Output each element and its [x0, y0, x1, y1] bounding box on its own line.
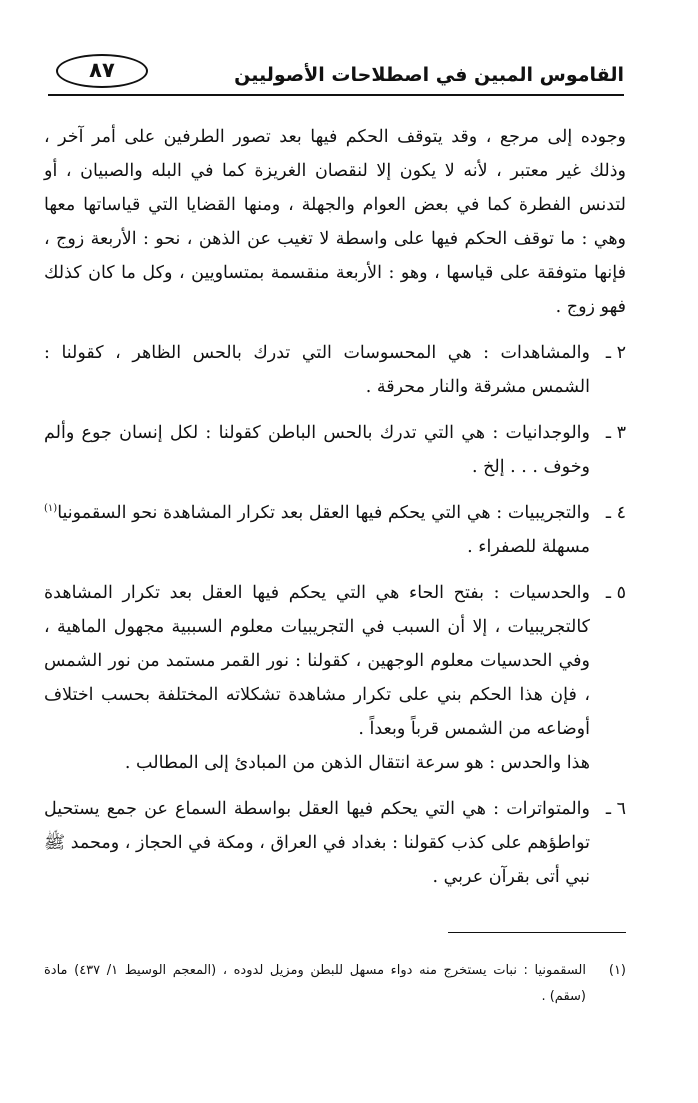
- header-rule: [48, 94, 624, 96]
- item-main-text: والحدسيات : بفتح الحاء هي التي يحكم فيها العقل بعد تكرار المشاهدة كالتجريبيات ، إلا أن السبب في التجريبيات معلوم السببية مجهول الماهية ، وفي الحدسيات معلوم الوجهين ، كقولنا : نور القمر مستمد من نور الشمس ، فإن هذا الحكم بني على تكرار مشاهدة تشكلاته المختلفة بحسب اختلاف أوضاعه من الشمس قرباً وبعداً .: [44, 583, 590, 739]
- item-note-line: هذا والحدس : هو سرعة انتقال الذهن من المبادئ إلى المطالب .: [124, 753, 590, 773]
- item-number: ٤ ـ: [605, 503, 626, 523]
- item-text-after: مسهلة للصفراء .: [467, 537, 590, 557]
- item-text: والوجدانيات : هي التي تدرك بالحس الباطن كقولنا : لكل إنسان جوع وألم وخوف . . . إلخ .: [44, 423, 590, 477]
- list-item-3: [44, 416, 626, 484]
- list-item-6: [44, 792, 626, 894]
- item-number: ٢ ـ: [605, 343, 626, 363]
- item-text: والمتواترات : هي التي يحكم فيها العقل بواسطة السماع عن جمع يستحيل تواطؤهم على كذب كقولنا : بغداد في العراق ، ومكة في الحجاز ، ومحمد ﷺ نبي أتى بقرآن عربي .: [44, 799, 590, 887]
- page-header: [48, 52, 624, 98]
- footnote: [44, 958, 626, 1010]
- list-item-4: [44, 496, 626, 564]
- running-title: القاموس المبين في اصطلاحات الأصوليين: [234, 64, 624, 86]
- item-text: والمشاهدات : هي المحسوسات التي تدرك بالحس الظاهر ، كقولنا : الشمس مشرقة والنار محرقة .: [44, 343, 590, 397]
- item-text-before: والتجريبيات : هي التي يحكم فيها العقل بعد تكرار المشاهدة نحو السقمونيا: [57, 503, 590, 523]
- continuation-paragraph: وجوده إلى مرجع ، وقد يتوقف الحكم فيها بعد تصور الطرفين على أمر آخر ، وذلك غير معتبر ، لأنه لا يكون إلا لنقصان الغريزة كما في البله والصبيان ، أو لتدنس الفطرة كما في بعض العوام والجهلة ، ومنها القضايا التي قياساتها معها وهي : ما توقف الحكم فيها على واسطة لا تغيب عن الذهن ، نحو : الأربعة زوج ، فإنها متوفقة على قياسها ، وهو : الأربعة منقسمة بمتساويين ، وكل ما كان كذلك فهو زوج .: [44, 127, 626, 317]
- list-item-5: [44, 576, 626, 780]
- footnote-reference[interactable]: (١): [44, 503, 58, 515]
- footnote-number: (١): [608, 963, 626, 978]
- item-number: ٣ ـ: [605, 423, 626, 443]
- footnote-separator: [448, 932, 626, 933]
- item-number: ٦ ـ: [605, 799, 626, 819]
- list-item-2: [44, 336, 626, 404]
- page-number: ٨٧: [56, 54, 148, 88]
- item-text: [44, 496, 590, 564]
- page-body: [44, 120, 626, 906]
- footnote-text: السقمونيا : نبات يستخرج منه دواء مسهل للبطن ومزيل لدوده ، (المعجم الوسيط ١/ ٤٣٧) مادة (سقم) .: [44, 963, 586, 1004]
- item-number: ٥ ـ: [605, 583, 626, 603]
- item-text: [44, 576, 590, 780]
